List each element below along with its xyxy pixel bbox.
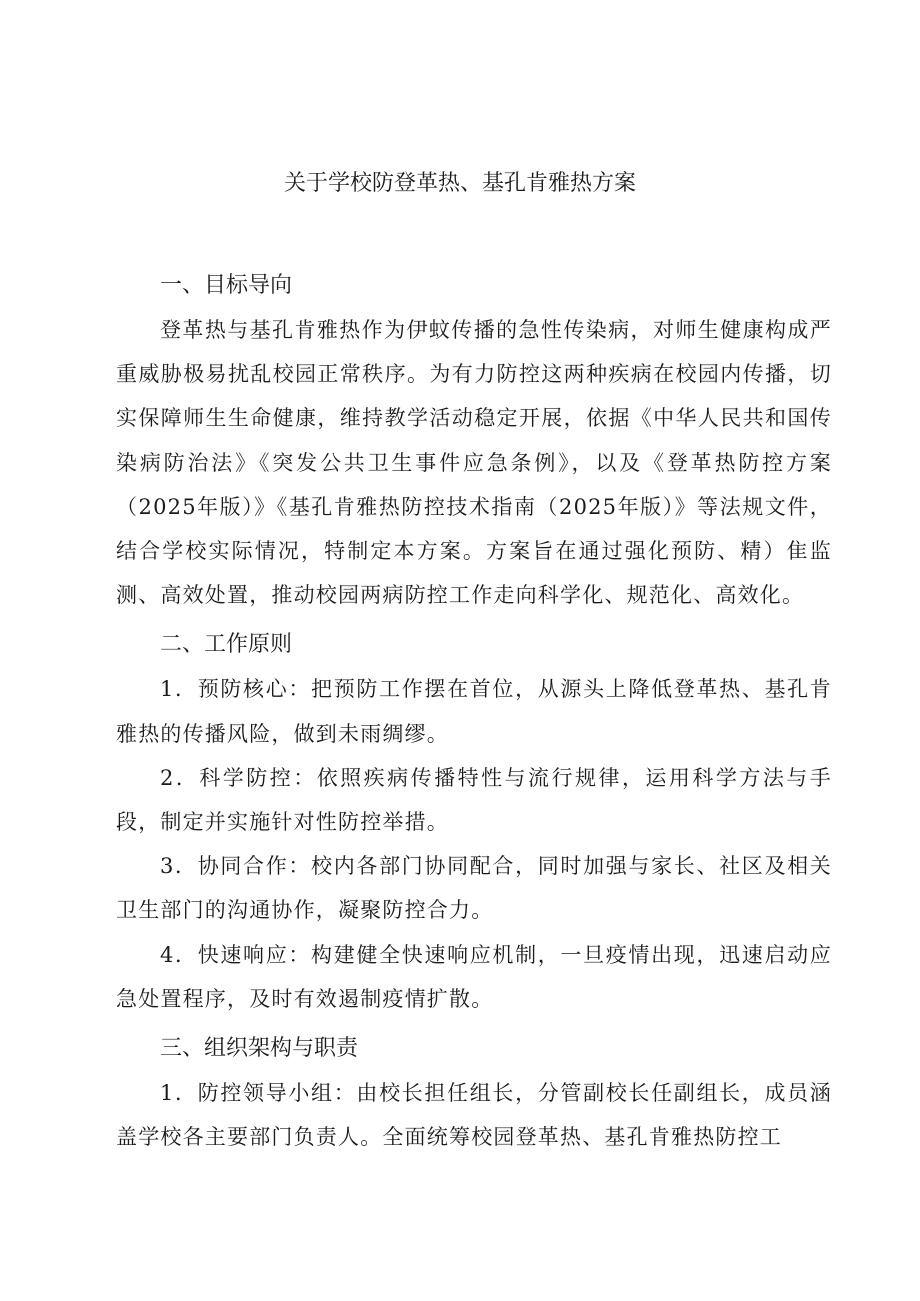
section-paragraph: 登革热与基孔肯雅热作为伊蚊传播的急性传染病，对师生健康构成严重威胁极易扰乱校园正常秩序。为有力防控这两种疾病在校园内传播，切实保障师生生命健康，维持教学活动稳定开展，依据《中华人民共和国传染病防治法》《突发公共卫生事件应急条例》，以及《登革热防控方案（2025年版）》《基孔肯雅热防控技术指南（2025年版）》等法规文件，结合学校实际情况，特制定本方案。方案旨在通过强化预防、精）隹监测、高效处置，推动校园两病防控工作走向科学化、规范化、高效化。: [116, 318, 832, 608]
section-heading: 三、组织架构与职责: [160, 1036, 359, 1062]
list-item: 4．快速响应：构建健全快速响应机制，一旦疫情出现，迅速启动应急处置程序，及时有效遏制疫情扩散。: [116, 942, 832, 1011]
list-item: 1．防控领导小组：由校长担任组长，分管副校长任副组长，成员涵盖学校各主要部门负责人。全面统筹校园登革热、基孔肯雅热防控工: [116, 1081, 832, 1150]
document-title: 关于学校防登革热、基孔肯雅热方案: [283, 171, 636, 196]
section-heading: 二、工作原则: [160, 632, 293, 658]
list-item: 3．协同合作：校内各部门协同配合，同时加强与家长、社区及相关卫生部门的沟通协作，凝聚防控合力。: [116, 854, 832, 923]
section-organization: [116, 1027, 832, 1159]
section-goal: [116, 264, 832, 617]
document-body: [116, 264, 832, 1159]
section-heading: 一、目标导向: [160, 273, 293, 298]
list-item: 1．预防核心：把预防工作摆在首位，从源头上降低登革热、基孔肯雅热的传播风险，做到未雨绸缪。: [116, 677, 832, 746]
list-item: 2．科学防控：依照疾病传播特性与流行规律，运用科学方法与手段，制定并实施针对性防控举措。: [116, 765, 832, 835]
section-principles: [116, 623, 832, 1021]
